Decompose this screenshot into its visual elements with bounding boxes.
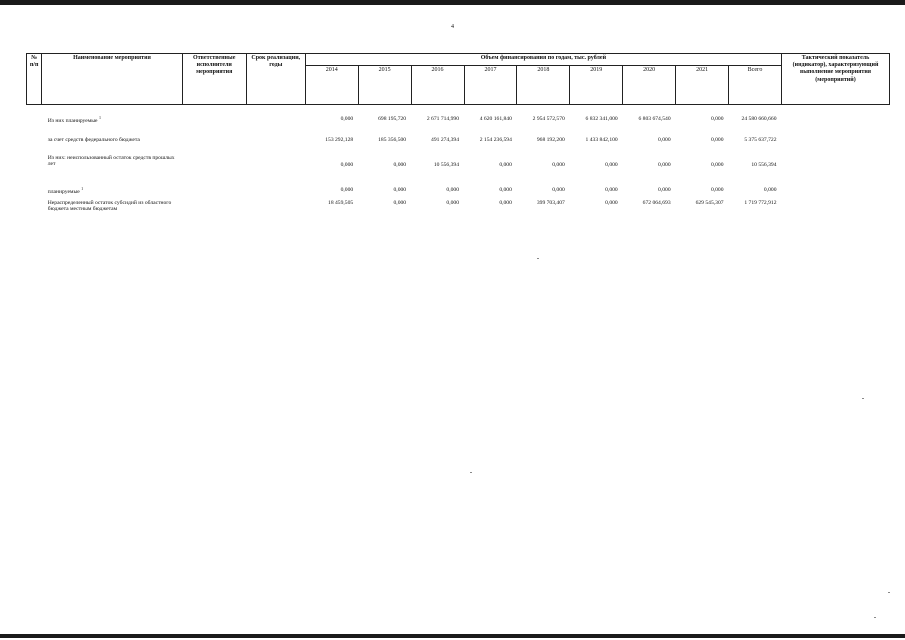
cell-value: 18 459,505 [328, 199, 354, 206]
scan-speck [537, 258, 539, 259]
cell-value: 0,000 [499, 161, 512, 168]
cell-value: 6 803 674,540 [638, 115, 671, 122]
cell-value: 0,000 [393, 186, 407, 193]
header-executors: Ответственные исполнители мероприятия [182, 54, 246, 105]
header-name: Наименование мероприятия [42, 54, 182, 105]
header-row-top [27, 54, 890, 66]
spacer-row [27, 105, 890, 116]
cell-value: 0,000 [658, 161, 671, 168]
header-financing: Объем финансирования по годам, тыс. рублей [305, 54, 781, 66]
cell-value: 0,000 [552, 161, 565, 168]
cell-value: 6 832 341,000 [585, 115, 618, 122]
cell-total: 5 375 637,722 [744, 136, 777, 143]
header-year: 2020 [623, 66, 676, 105]
header-year: 2017 [464, 66, 517, 105]
cell-value: 0,000 [710, 115, 724, 122]
cell-total: 24 580 660,660 [741, 115, 777, 122]
cell-value: 2 671 714,990 [426, 115, 459, 122]
cell-value: 0,000 [499, 199, 512, 206]
cell-value: 0,000 [340, 161, 354, 168]
cell-value: 672 064,693 [642, 199, 671, 206]
cell-value: 2 154 236,594 [479, 136, 512, 143]
cell-value: 0,000 [710, 161, 724, 168]
cell-value: 399 703,407 [536, 199, 565, 206]
cell-value: 0,000 [446, 186, 459, 193]
cell-value: 698 195,720 [378, 115, 407, 122]
header-term: Срок реализации, годы [246, 54, 305, 105]
row-label: Из них планируемые $^1$ [47, 114, 101, 124]
row-label: за счет средств федерального бюджета [47, 136, 140, 143]
cell-value: 0,000 [446, 199, 459, 206]
scan-speck [874, 617, 876, 618]
cell-value: 2 954 572,570 [532, 115, 565, 122]
header-year: 2014 [305, 66, 358, 105]
row-label: Нераспределенный остаток субсидий из областного бюджета местным бюджетам [47, 199, 172, 213]
cell-value: 0,000 [340, 186, 354, 193]
header-year: 2019 [570, 66, 623, 105]
cell-value: 0,000 [605, 161, 618, 168]
scan-speck [470, 472, 472, 473]
header-indicator: Тактический показатель (индикатор), характеризующий выполнение мероприятия (мероприятий) [782, 54, 890, 105]
cell-value: 0,000 [710, 186, 724, 193]
cell-value: 968 192,200 [536, 136, 565, 143]
header-num: № п/п [27, 54, 42, 105]
cell-value: 0,000 [658, 186, 671, 193]
cell-value: 185 356,500 [378, 136, 407, 143]
cell-value: 491 274,394 [431, 136, 459, 143]
cell-value: 0,000 [340, 115, 354, 122]
cell-value: 1 433 842,100 [585, 136, 618, 143]
cell-total: 10 556,394 [751, 161, 777, 168]
cell-value: 0,000 [710, 136, 724, 143]
cell-value: 0,000 [605, 199, 618, 206]
scan-bottom-edge [0, 634, 905, 638]
cell-value: 0,000 [499, 186, 512, 193]
cell-value: 629 545,307 [695, 199, 724, 206]
header-year: 2018 [517, 66, 570, 105]
table-row [27, 137, 890, 155]
page-number: 4 [451, 24, 454, 30]
cell-total: 1 719 772,912 [744, 199, 777, 206]
row-label: Из них: неиспользованный остаток средств прошлых лет [47, 154, 175, 168]
cell-value: 153 292,128 [325, 136, 354, 143]
cell-value: 0,000 [393, 199, 407, 206]
table-row [27, 116, 890, 137]
table-row [27, 200, 890, 220]
cell-value: 10 556,394 [433, 161, 459, 168]
header-year: 2021 [676, 66, 729, 105]
scan-speck [888, 592, 890, 593]
table-row [27, 155, 890, 187]
scan-top-edge [0, 0, 905, 5]
cell-total: 0,000 [763, 186, 777, 193]
cell-value: 0,000 [658, 136, 671, 143]
financing-table [26, 53, 890, 220]
scan-speck [862, 398, 864, 399]
header-year: 2016 [411, 66, 464, 105]
header-year: 2015 [358, 66, 411, 105]
header-total: Всего [729, 66, 782, 105]
table-row [27, 187, 890, 200]
cell-value: 0,000 [393, 161, 407, 168]
cell-value: 0,000 [605, 186, 618, 193]
cell-value: 0,000 [552, 186, 565, 193]
row-label: планируемые $^1$ [47, 185, 84, 195]
cell-value: 4 620 161,840 [479, 115, 512, 122]
